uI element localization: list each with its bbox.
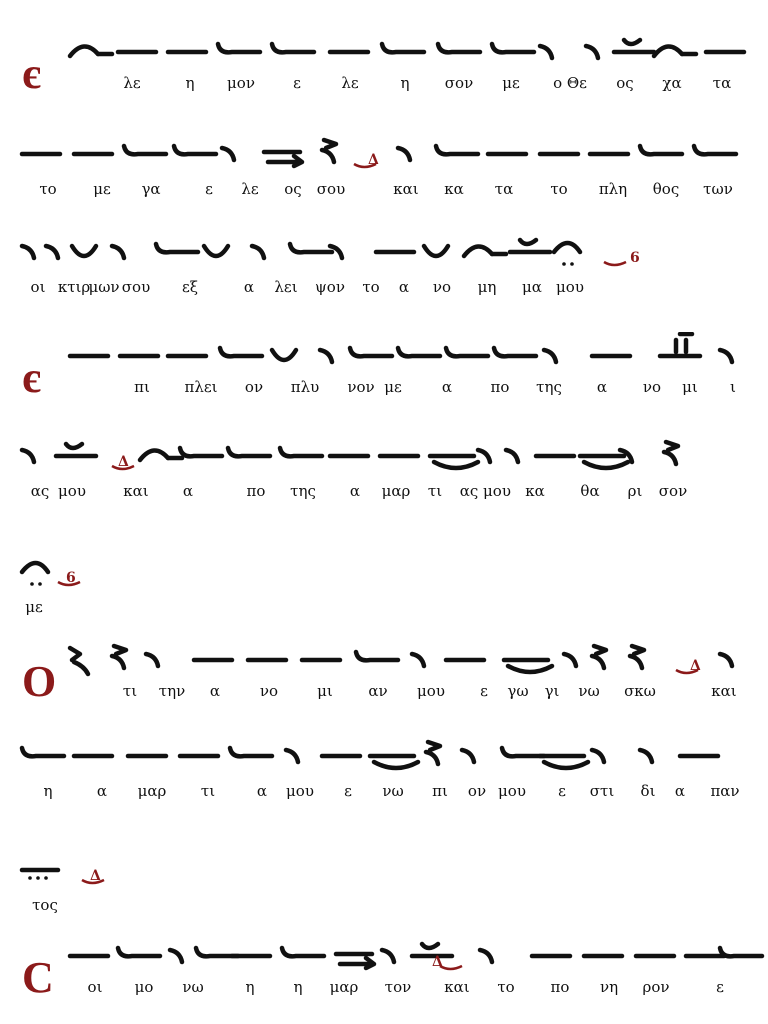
- neume-ol-ps: [592, 646, 606, 668]
- neume-ke: [438, 44, 480, 52]
- lyric-syllable: σον: [658, 482, 688, 500]
- lyric-syllable: και: [123, 482, 149, 500]
- neume-ol: [540, 46, 552, 58]
- lyric-syllable: οι: [30, 278, 46, 296]
- neume-ke: [350, 348, 392, 356]
- lyric-syllable: α: [674, 782, 686, 800]
- lyric-syllable: το: [497, 978, 515, 996]
- neume-ke: [156, 244, 198, 252]
- lyric-syllable: τι: [122, 682, 138, 700]
- lyric-syllable: ε: [480, 682, 488, 700]
- lyric-syllable: της: [290, 482, 316, 500]
- neume-ol-ps2: [70, 648, 88, 674]
- neume-pet: [272, 350, 296, 360]
- lyric-syllable: α: [243, 278, 255, 296]
- lyric-syllable: νο: [642, 378, 662, 396]
- lyric-syllable: δι: [640, 782, 656, 800]
- lyric-syllable: ε: [344, 782, 352, 800]
- lyric-syllable: μον: [227, 74, 255, 92]
- lyric-syllable: πι: [432, 782, 448, 800]
- neume-row: [0, 432, 768, 480]
- neume-pet: [204, 246, 228, 256]
- neume-ke: [502, 748, 544, 756]
- lyric-syllable: α: [209, 682, 221, 700]
- neume-ol: [22, 450, 34, 462]
- lyric-syllable: τι: [427, 482, 443, 500]
- neume-ke: [720, 948, 762, 956]
- lyric-syllable: λε: [341, 74, 359, 92]
- lyric-syllable: λε: [241, 180, 259, 198]
- lyric-syllable: κα: [444, 180, 464, 198]
- neume-klasma: [22, 563, 48, 586]
- neume-dip: [264, 152, 302, 166]
- lyric-syllable: μου: [483, 482, 511, 500]
- lyric-syllable: α: [441, 378, 453, 396]
- lyric-syllable: ος: [616, 74, 634, 92]
- lyric-syllable: η: [293, 978, 303, 996]
- lyric-syllable: μαρ: [381, 482, 411, 500]
- neume-ke: [494, 348, 536, 356]
- neume-ol: [382, 950, 394, 962]
- drop-initial: С: [22, 953, 54, 1002]
- lyric-syllable: μαρ: [137, 782, 167, 800]
- neume-ke: [282, 948, 324, 956]
- neume-ap-ps: [56, 444, 96, 456]
- neume-ol: [480, 950, 492, 962]
- neume-ke: [640, 146, 682, 154]
- neume-ol: [222, 148, 234, 160]
- neume-ke: [218, 44, 260, 52]
- neume-sw: [504, 660, 552, 672]
- lyric-syllable: σου: [121, 278, 151, 296]
- lyric-syllable: στι: [589, 782, 615, 800]
- drop-initial: Ο: [22, 657, 57, 706]
- neume-fthora-B: [604, 262, 626, 265]
- lyric-syllable: μο: [134, 978, 154, 996]
- neume-row: [0, 548, 768, 596]
- lyric-syllable: με: [25, 598, 43, 616]
- neume-pet: [424, 246, 448, 256]
- neume-ol-ps: [426, 742, 440, 764]
- lyric-syllable: α: [596, 378, 608, 396]
- lyric-syllable: μαρ: [329, 978, 359, 996]
- neume-ke: [22, 748, 64, 756]
- drop-initial: є: [22, 353, 42, 402]
- neume-ol: [506, 450, 518, 462]
- neume-ol: [146, 654, 158, 666]
- neume-ke: [382, 44, 424, 52]
- lyric-syllable: ον: [467, 782, 487, 800]
- drop-initial: є: [22, 49, 42, 98]
- lyric-syllable: θα: [580, 482, 600, 500]
- neume-ol-ps: [322, 140, 336, 162]
- lyric-syllable: γι: [544, 682, 560, 700]
- neume-ke: [290, 244, 332, 252]
- lyric-syllable: πλη: [598, 180, 628, 198]
- neume-row: [0, 130, 768, 178]
- lyric-syllable: μη: [477, 278, 497, 296]
- neume-ol: [252, 246, 264, 258]
- lyric-syllable: μων: [88, 278, 120, 296]
- neume-ol: [478, 450, 490, 462]
- lyric-syllable: τον: [384, 978, 412, 996]
- neume-fthora-D: [440, 966, 462, 969]
- neume-ol: [320, 350, 332, 362]
- lyric-syllable: γα: [141, 180, 161, 198]
- lyric-syllable: ος: [284, 180, 302, 198]
- lyric-syllable: ας: [459, 482, 479, 500]
- neume-ke: [230, 748, 272, 756]
- lyric-syllable: κτιρ: [57, 278, 91, 296]
- lyric-syllable: α: [398, 278, 410, 296]
- lyric-syllable: ρι: [627, 482, 643, 500]
- neume-ke: [124, 146, 166, 154]
- martyria-mark: Δ: [690, 658, 701, 674]
- lyric-syllable: και: [444, 978, 470, 996]
- neume-ol: [720, 350, 732, 362]
- lyric-syllable: πο: [550, 978, 570, 996]
- neume-row: [0, 732, 768, 780]
- neume-ol: [412, 654, 424, 666]
- lyric-syllable: παν: [710, 782, 740, 800]
- lyric-syllable: εξ: [181, 278, 199, 296]
- lyric-syllable: νον: [347, 378, 375, 396]
- neume-ke: [174, 146, 216, 154]
- neume-ke: [180, 448, 222, 456]
- neume-ap-dots: [22, 870, 58, 880]
- lyric-syllable: νη: [599, 978, 619, 996]
- martyria-mark: Δ: [90, 868, 101, 884]
- lyric-syllable: η: [185, 74, 195, 92]
- lyric-syllable: χα: [662, 74, 682, 92]
- lyric-syllable: και: [393, 180, 419, 198]
- neume-row: [0, 846, 768, 894]
- martyria-mark: 6: [66, 570, 76, 586]
- martyria-mark: 6: [630, 250, 640, 266]
- neume-ke: [228, 448, 270, 456]
- neume-ol: [462, 750, 474, 762]
- neume-row: [0, 332, 768, 380]
- lyric-syllable: ας: [30, 482, 50, 500]
- chant-line-9: [0, 846, 768, 936]
- neume-ke: [118, 948, 160, 956]
- chant-line-10: [0, 932, 768, 1022]
- neume-oli: [654, 46, 696, 56]
- lyric-syllable: μου: [58, 482, 86, 500]
- lyric-syllable: ε: [205, 180, 213, 198]
- lyric-syllable: τα: [712, 74, 732, 92]
- lyric-syllable: η: [400, 74, 410, 92]
- lyric-syllable: σον: [444, 74, 474, 92]
- lyric-syllable: τος: [32, 896, 58, 914]
- lyric-syllable: πλει: [184, 378, 218, 396]
- lyric-syllable: σου: [316, 180, 346, 198]
- neume-ol: [586, 46, 598, 58]
- neume-ap-ps: [614, 40, 654, 52]
- neume-ke: [398, 348, 440, 356]
- neume-ke: [436, 146, 478, 154]
- lyric-syllable: την: [158, 682, 186, 700]
- neume-ke: [272, 44, 314, 52]
- neume-row: [0, 28, 768, 76]
- lyric-syllable: μου: [286, 782, 314, 800]
- lyric-syllable: πο: [246, 482, 266, 500]
- lyric-syllable: τα: [494, 180, 514, 198]
- lyric-syllable: μα: [522, 278, 542, 296]
- neume-sw: [370, 756, 418, 768]
- neume-row: [0, 636, 768, 684]
- neume-row: [0, 228, 768, 276]
- lyric-syllable: γω: [507, 682, 529, 700]
- lyric-syllable: πι: [134, 378, 150, 396]
- lyric-syllable: σκω: [624, 682, 656, 700]
- lyric-syllable: η: [43, 782, 53, 800]
- lyric-syllable: μι: [317, 682, 333, 700]
- neume-ke: [356, 652, 398, 660]
- neume-pet: [72, 246, 96, 256]
- lyric-syllable: ε: [293, 74, 301, 92]
- neume-klasma: [554, 243, 580, 266]
- chant-line-8: [0, 732, 768, 822]
- neume-oli: [140, 450, 182, 460]
- lyric-syllable: ε: [716, 978, 724, 996]
- lyric-syllable: νο: [259, 682, 279, 700]
- lyric-syllable: των: [703, 180, 733, 198]
- neume-ke: [280, 448, 322, 456]
- lyric-syllable: α: [256, 782, 268, 800]
- lyric-syllable: με: [502, 74, 520, 92]
- neume-ol: [22, 246, 34, 258]
- martyria-mark: Δ: [432, 954, 443, 970]
- chant-line-7: [0, 636, 768, 726]
- lyric-syllable: ο Θε: [553, 74, 587, 92]
- lyric-syllable: νω: [578, 682, 600, 700]
- lyric-syllable: θος: [652, 180, 680, 198]
- neume-ap-ps: [510, 240, 550, 252]
- lyric-syllable: της: [536, 378, 562, 396]
- neume-ol: [170, 950, 182, 962]
- neume-ol-ps: [112, 646, 126, 668]
- lyric-syllable: ρον: [642, 978, 670, 996]
- lyric-syllable: το: [550, 180, 568, 198]
- neume-ol: [286, 750, 298, 762]
- lyric-syllable: και: [711, 682, 737, 700]
- lyric-syllable: ον: [244, 378, 264, 396]
- chant-line-1: [0, 28, 768, 118]
- lyric-syllable: αν: [368, 682, 388, 700]
- neume-ol: [46, 246, 58, 258]
- lyric-syllable: μου: [556, 278, 584, 296]
- neume-ke: [492, 44, 534, 52]
- neume-ol: [112, 246, 124, 258]
- lyric-syllable: η: [245, 978, 255, 996]
- neume-sw: [540, 756, 588, 768]
- neume-row: [0, 932, 768, 980]
- lyric-syllable: οι: [87, 978, 103, 996]
- lyric-syllable: νω: [382, 782, 404, 800]
- martyria-mark: Δ: [368, 152, 379, 168]
- neume-ke: [694, 146, 736, 154]
- neume-dip: [336, 954, 374, 968]
- neume-ol: [544, 350, 556, 362]
- lyric-syllable: το: [39, 180, 57, 198]
- lyric-syllable: νο: [432, 278, 452, 296]
- lyric-syllable: το: [362, 278, 380, 296]
- lyric-syllable: μι: [682, 378, 698, 396]
- lyric-syllable: με: [384, 378, 402, 396]
- neume-ol-ps: [664, 442, 678, 464]
- lyric-syllable: κα: [525, 482, 545, 500]
- neume-gorgon: [660, 334, 700, 356]
- lyric-syllable: μου: [417, 682, 445, 700]
- neume-sw: [430, 456, 478, 468]
- lyric-syllable: ι: [730, 378, 736, 396]
- lyric-syllable: α: [349, 482, 361, 500]
- chant-line-4: [0, 332, 768, 422]
- lyric-syllable: ε: [558, 782, 566, 800]
- lyric-syllable: νω: [182, 978, 204, 996]
- martyria-mark: Δ: [118, 454, 129, 470]
- chant-line-5: [0, 432, 768, 522]
- lyric-syllable: τι: [200, 782, 216, 800]
- neume-oli: [70, 46, 112, 56]
- lyric-syllable: λει: [274, 278, 298, 296]
- lyric-syllable: μου: [498, 782, 526, 800]
- neume-sw: [580, 456, 628, 468]
- neume-oli: [464, 246, 506, 256]
- neume-ol: [398, 148, 410, 160]
- lyric-syllable: με: [93, 180, 111, 198]
- neume-ol-ps: [630, 646, 644, 668]
- lyric-syllable: πο: [490, 378, 510, 396]
- neume-ke: [446, 348, 488, 356]
- chant-line-2: [0, 130, 768, 220]
- neume-ol: [720, 654, 732, 666]
- neume-ol: [564, 654, 576, 666]
- lyric-syllable: ψον: [315, 278, 345, 296]
- lyric-syllable: α: [182, 482, 194, 500]
- neume-ke: [220, 348, 262, 356]
- chant-line-6: [0, 548, 768, 638]
- neume-ol: [592, 750, 604, 762]
- lyric-syllable: πλυ: [290, 378, 320, 396]
- lyric-syllable: λε: [123, 74, 141, 92]
- neume-ol: [640, 750, 652, 762]
- lyric-syllable: α: [96, 782, 108, 800]
- chant-line-3: [0, 228, 768, 318]
